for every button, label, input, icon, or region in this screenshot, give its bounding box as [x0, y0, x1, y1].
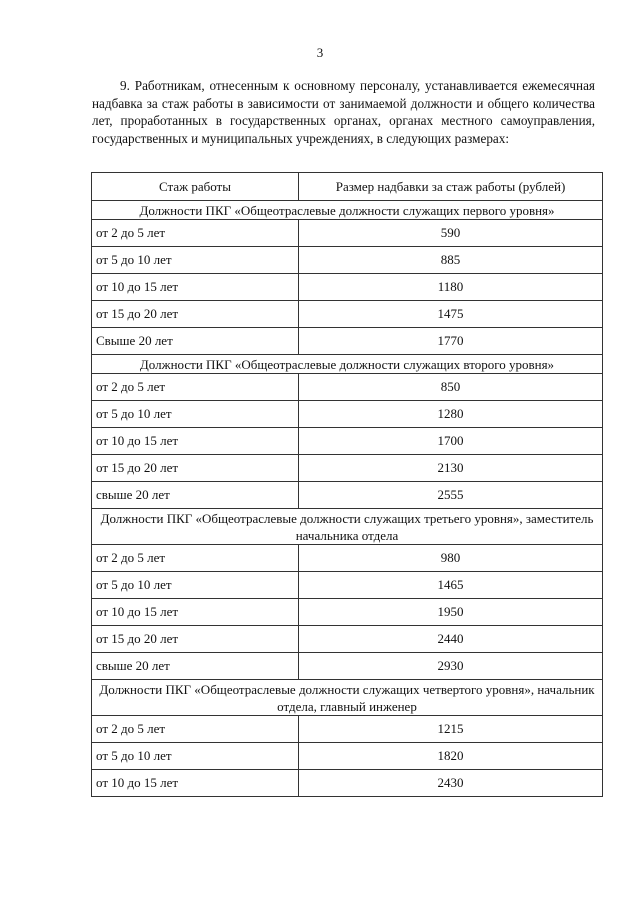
amount-cell: 2930	[299, 653, 603, 680]
table-row	[92, 545, 603, 572]
table-row	[92, 572, 603, 599]
table-row	[92, 401, 603, 428]
table-row	[92, 455, 603, 482]
term-cell: от 10 до 15 лет	[92, 770, 299, 797]
term-cell: от 2 до 5 лет	[92, 545, 299, 572]
term-cell: от 2 до 5 лет	[92, 220, 299, 247]
amount-cell: 1475	[299, 301, 603, 328]
table-row	[92, 220, 603, 247]
table-row	[92, 716, 603, 743]
group-title: Должности ПКГ «Общеотраслевые должности служащих второго уровня»	[92, 355, 603, 374]
table-row	[92, 301, 603, 328]
table-row	[92, 482, 603, 509]
group-row	[92, 680, 603, 716]
table-row	[92, 743, 603, 770]
page-number: 3	[316, 45, 324, 60]
term-cell: от 10 до 15 лет	[92, 428, 299, 455]
intro-paragraph: 9. Работникам, отнесенным к основному персоналу, устанавливается ежемесячная надбавка за стаж работы в зависимости от занимаемой должности и общего количества лет, проработанных в государственных органах, органах местного самоуправления, государственных и муниципальных учреждениях, в следующих размерах:	[92, 78, 595, 146]
term-cell: от 10 до 15 лет	[92, 274, 299, 301]
term-cell: от 2 до 5 лет	[92, 374, 299, 401]
table-row	[92, 428, 603, 455]
amount-cell: 1465	[299, 572, 603, 599]
group-title: Должности ПКГ «Общеотраслевые должности служащих третьего уровня», заместитель начальника отдела	[92, 509, 603, 545]
allowance-table	[91, 172, 603, 797]
term-cell: свыше 20 лет	[92, 482, 299, 509]
amount-cell: 1770	[299, 328, 603, 355]
amount-cell: 1215	[299, 716, 603, 743]
amount-cell: 850	[299, 374, 603, 401]
amount-cell: 1820	[299, 743, 603, 770]
amount-cell: 2440	[299, 626, 603, 653]
table-header-row	[92, 173, 603, 201]
amount-cell: 1180	[299, 274, 603, 301]
header-seniority: Стаж работы	[92, 173, 299, 201]
amount-cell: 885	[299, 247, 603, 274]
amount-cell: 590	[299, 220, 603, 247]
amount-cell: 2430	[299, 770, 603, 797]
group-title: Должности ПКГ «Общеотраслевые должности служащих первого уровня»	[92, 201, 603, 220]
amount-cell: 1700	[299, 428, 603, 455]
group-row	[92, 201, 603, 220]
table-row	[92, 247, 603, 274]
amount-cell: 1950	[299, 599, 603, 626]
group-row	[92, 355, 603, 374]
group-row	[92, 509, 603, 545]
table-row	[92, 599, 603, 626]
table-row	[92, 274, 603, 301]
term-cell: свыше 20 лет	[92, 653, 299, 680]
amount-cell: 2130	[299, 455, 603, 482]
term-cell: от 15 до 20 лет	[92, 626, 299, 653]
amount-cell: 2555	[299, 482, 603, 509]
term-cell: Свыше 20 лет	[92, 328, 299, 355]
term-cell: от 15 до 20 лет	[92, 455, 299, 482]
term-cell: от 5 до 10 лет	[92, 743, 299, 770]
table-row	[92, 653, 603, 680]
term-cell: от 5 до 10 лет	[92, 401, 299, 428]
term-cell: от 10 до 15 лет	[92, 599, 299, 626]
term-cell: от 15 до 20 лет	[92, 301, 299, 328]
term-cell: от 5 до 10 лет	[92, 572, 299, 599]
amount-cell: 1280	[299, 401, 603, 428]
term-cell: от 5 до 10 лет	[92, 247, 299, 274]
table-row	[92, 374, 603, 401]
table-row	[92, 770, 603, 797]
table-row	[92, 626, 603, 653]
table-row	[92, 328, 603, 355]
term-cell: от 2 до 5 лет	[92, 716, 299, 743]
header-allowance-amount: Размер надбавки за стаж работы (рублей)	[299, 173, 603, 201]
group-title: Должности ПКГ «Общеотраслевые должности служащих четвертого уровня», начальник отдела, главный инженер	[92, 680, 603, 716]
amount-cell: 980	[299, 545, 603, 572]
